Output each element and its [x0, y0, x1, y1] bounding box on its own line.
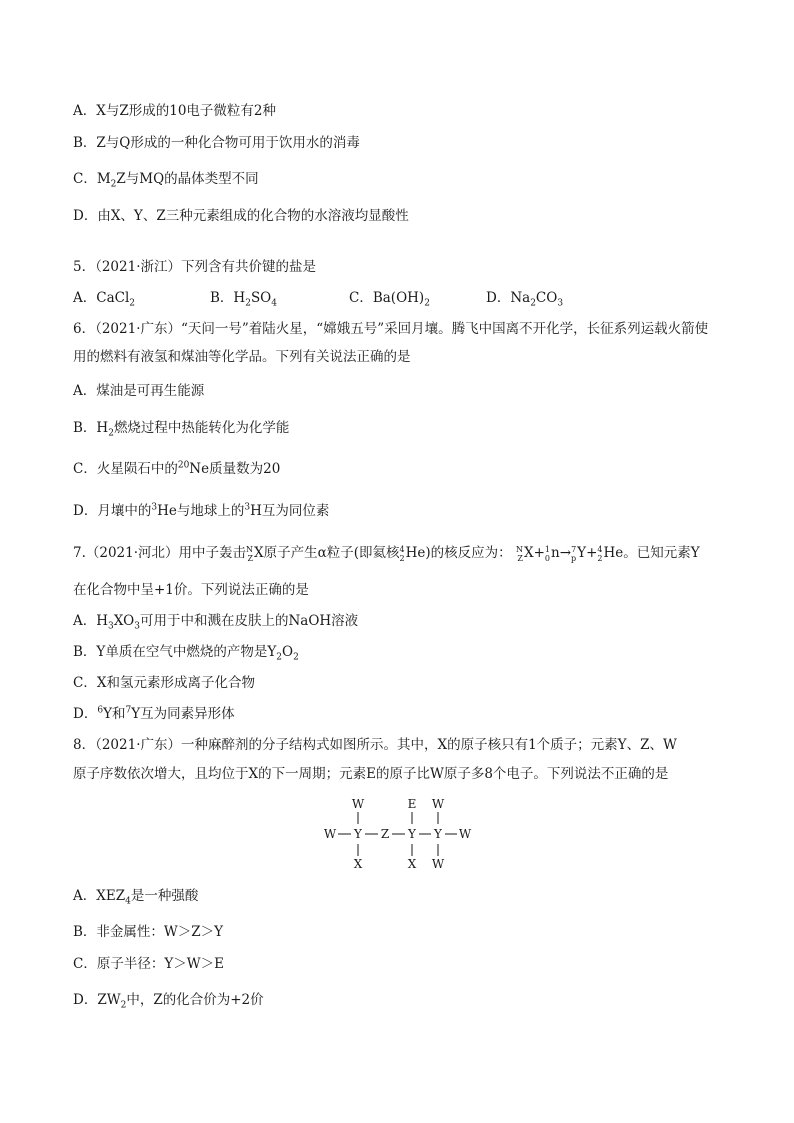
diagram-y-3: Y — [434, 827, 442, 841]
q7-option-c: C．X和氢元素形成离子化合物 — [73, 675, 255, 691]
diagram-y-2: Y — [408, 827, 416, 841]
q5-stem: 5．（2021·浙江）下列含有共价键的盐是 — [73, 259, 316, 275]
q7-option-a: A．$H_3XO_3$可用于中和溅在皮肤上的NaOH溶液 — [73, 613, 359, 632]
q8-stem-line1: 8．（2021·广东）一种麻醉剂的分子结构式如图所示。其中，X的原子核只有1个质子；元素Y、Z、W — [73, 737, 677, 753]
q6-option-d: D．月壤中的$^3$He与地球上的$^3$H互为同位素 — [73, 502, 330, 519]
q7-option-d: D．$^6$Y和$^7$Y互为同素异形体 — [73, 705, 235, 722]
q6-option-b: B．$H_2$燃烧过程中热能转化为化学能 — [73, 420, 290, 439]
diagram-w-bottom: W — [431, 857, 445, 871]
q6-option-c: C．火星陨石中的$^{20}$Ne质量数为20 — [73, 460, 281, 477]
q6-option-a: A．煤油是可再生能源 — [73, 383, 205, 399]
diagram-w-top-1: W — [351, 797, 365, 811]
q4-option-b: B．Z与Q形成的一种化合物可用于饮用水的消毒 — [73, 135, 360, 151]
q5-option-b: B．$H_2SO_4$ — [210, 290, 277, 309]
q7-option-b: B．Y单质在空气中燃烧的产物是$Y_2O_2$ — [73, 644, 299, 663]
q4-option-d: D．由X、Y、Z三种元素组成的化合物的水溶液均显酸性 — [73, 208, 409, 224]
q5-option-a: A．CaCl$_2$ — [73, 290, 136, 309]
q4-option-c: C．$M_2Z$与MQ的晶体类型不同 — [73, 171, 259, 190]
q8-option-c: C．原子半径：Y＞W＞E — [73, 956, 224, 972]
q6-stem-line2: 用的燃料有液氢和煤油等化学品。下列有关说法正确的是 — [73, 349, 411, 365]
diagram-w-left: W — [323, 827, 337, 841]
q5-option-d: D．$Na_2CO_3$ — [486, 290, 564, 309]
q8-option-b: B．非金属性：W＞Z＞Y — [73, 924, 224, 940]
q5-option-c: C．$Ba(OH)_2$ — [349, 290, 430, 309]
diagram-w-right: W — [458, 827, 472, 841]
q4-option-a: A．X与Z形成的10电子微粒有2种 — [73, 103, 277, 119]
diagram-e-top: E — [407, 797, 417, 811]
diagram-x-bottom-2: X — [407, 857, 417, 871]
diagram-w-top-2: W — [431, 797, 445, 811]
q7-stem-line1: 7.（2021·河北）用中子轰击 N Z X原子产生α粒子(即氦核 4 2 He)的核反应为： N Z X+ 1 0 n→ 7 p Y+ 4 2 He。已知元素Y — [73, 544, 700, 563]
diagram-z: Z — [380, 827, 390, 841]
diagram-x-bottom-1: X — [353, 857, 363, 871]
molecular-structure-diagram — [318, 794, 478, 874]
q7-stem-line2: 在化合物中呈+1价。下列说法正确的是 — [73, 582, 309, 598]
diagram-y-1: Y — [354, 827, 362, 841]
q8-option-a: A．$XEZ_4$是一种强酸 — [73, 888, 199, 907]
q6-stem-line1: 6．（2021·广东）“天问一号”着陆火星，“嫦娥五号”采回月壤。腾飞中国离不开化学，长征系列运载火箭使 — [73, 321, 709, 337]
q8-stem-line2: 原子序数依次增大，且均位于X的下一周期；元素E的原子比W原子多8个电子。下列说法不正确的是 — [73, 766, 669, 782]
q8-option-d: D．$ZW_2$中，Z的化合价为+2价 — [73, 992, 264, 1011]
